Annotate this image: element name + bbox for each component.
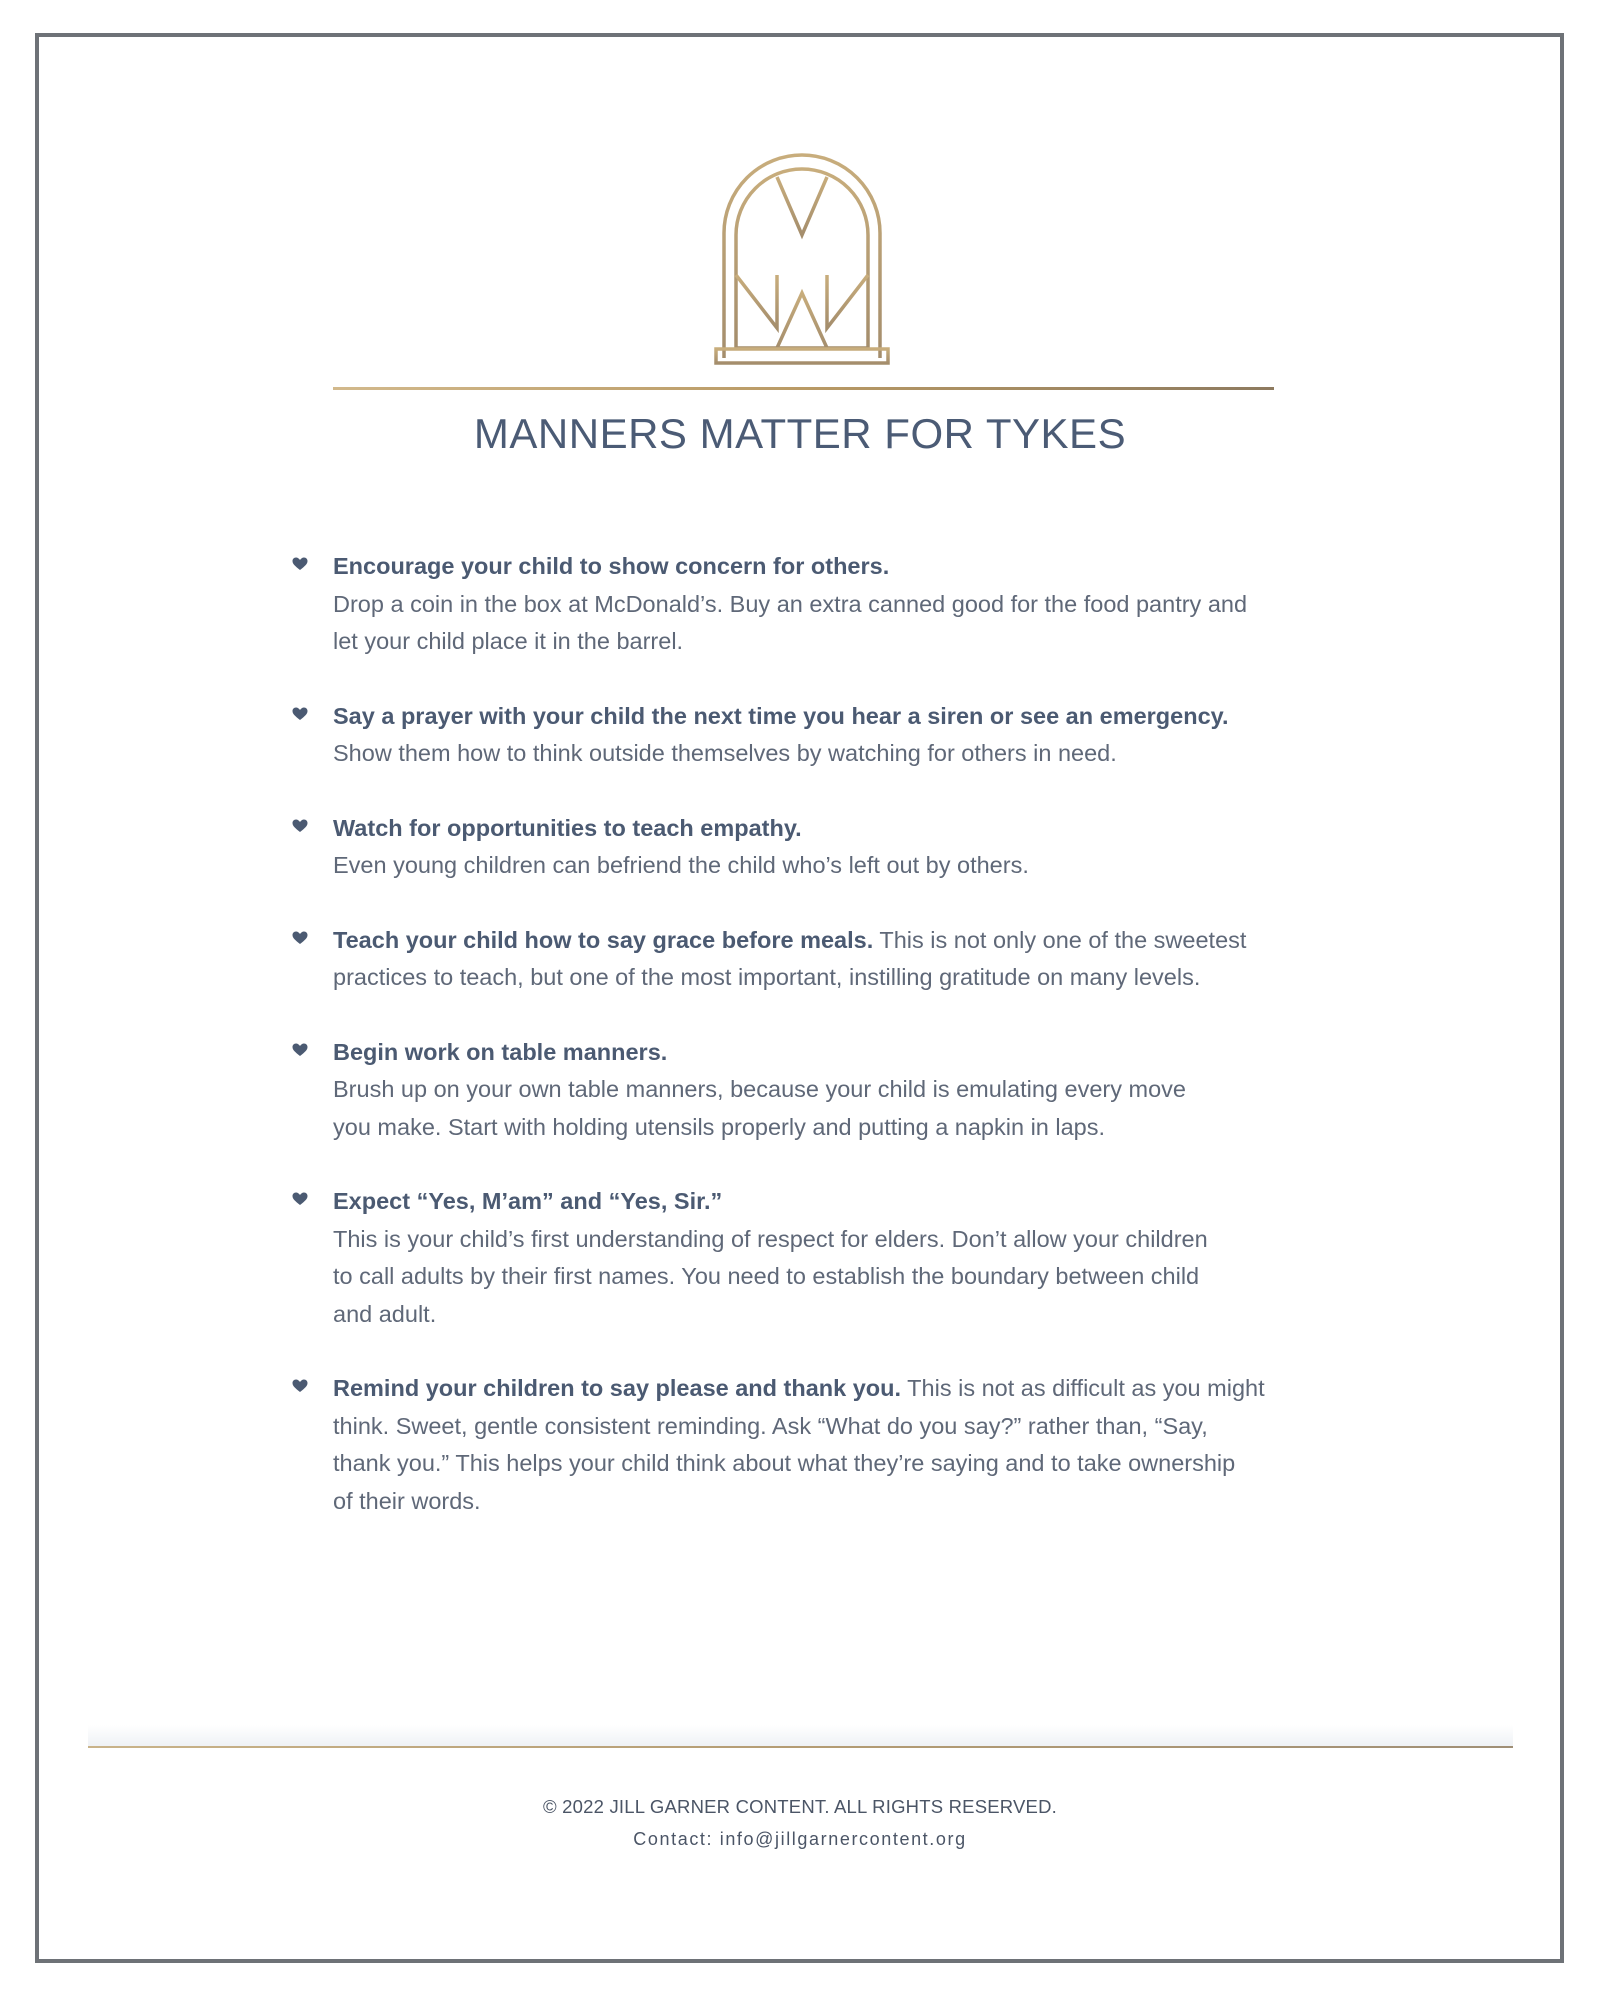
tip-item [292, 1370, 1352, 1520]
tip-heading: Encourage your child to show concern for others. [333, 553, 890, 579]
heart-bullet-icon [292, 1379, 308, 1393]
footer-divider [88, 1746, 1513, 1748]
tip-inline-text: This is not as difficult as you might [907, 1375, 1265, 1401]
contact-text: Contact: info@jillgarnercontent.org [633, 1829, 967, 1849]
tip-body-line: Drop a coin in the box at McDonald’s. Buy an extra canned good for the food pantry and [333, 590, 1248, 617]
heart-bullet-icon [292, 707, 308, 721]
footer-band [88, 1725, 1513, 1747]
tip-body-line: to call adults by their first names. You need to establish the boundary between child [333, 1263, 1200, 1289]
page-title: MANNERS MATTER FOR TYKES [473, 410, 1127, 457]
tip-body-line: practices to teach, but one of the most important, instilling gratitude on many levels. [333, 964, 1201, 990]
tip-item [292, 1034, 1352, 1147]
heart-bullet-icon [292, 931, 308, 945]
copyright-text: © 2022 JILL GARNER CONTENT. ALL RIGHTS RESERVED. [543, 1796, 1057, 1817]
tip-heading: Remind your children to say please and thank you. [333, 1375, 902, 1401]
heart-bullet-icon [292, 557, 308, 571]
tip-heading: Begin work on table manners. [333, 1038, 668, 1065]
tip-heading: Watch for opportunities to teach empathy. [333, 814, 802, 841]
heart-bullet-icon [292, 1192, 308, 1206]
tip-body-line: Brush up on your own table manners, because your child is emulating every move [333, 1076, 1186, 1102]
tip-body-line: Even young children can befriend the child who’s left out by others. [333, 852, 1029, 878]
tip-body-line: thank you.” This helps your child think about what they’re saying and to take ownership [333, 1450, 1236, 1476]
title-divider [333, 387, 1274, 390]
tip-body-line: think. Sweet, gentle consistent reminding. Ask “What do you say?” rather than, “Say, [333, 1412, 1208, 1439]
tip-body-line: of their words. [333, 1487, 481, 1514]
tip-body-line: This is your child’s first understanding of respect for elders. Don’t allow your children [333, 1225, 1208, 1252]
tip-item [292, 810, 1352, 885]
tip-inline-text: This is not only one of the sweetest [879, 926, 1247, 953]
tip-item [292, 922, 1352, 997]
tip-heading: Teach your child how to say grace before meals. [333, 926, 874, 953]
tip-item [292, 1183, 1352, 1333]
tip-heading: Expect “Yes, M’am” and “Yes, Sir.” [333, 1188, 723, 1214]
arched-window-icon [714, 153, 890, 371]
tips-list [292, 548, 1352, 1557]
tip-body-line: you make. Start with holding utensils properly and putting a napkin in laps. [333, 1113, 1106, 1140]
tip-item [292, 548, 1352, 661]
heart-bullet-icon [292, 1043, 308, 1057]
tip-body-line: and adult. [333, 1300, 437, 1327]
tip-body-line: Show them how to think outside themselves by watching for others in need. [333, 740, 1117, 766]
tip-item [292, 698, 1352, 773]
tip-body-line: let your child place it in the barrel. [333, 628, 684, 654]
tip-heading: Say a prayer with your child the next time you hear a siren or see an emergency. [333, 702, 1229, 729]
heart-bullet-icon [292, 819, 308, 833]
